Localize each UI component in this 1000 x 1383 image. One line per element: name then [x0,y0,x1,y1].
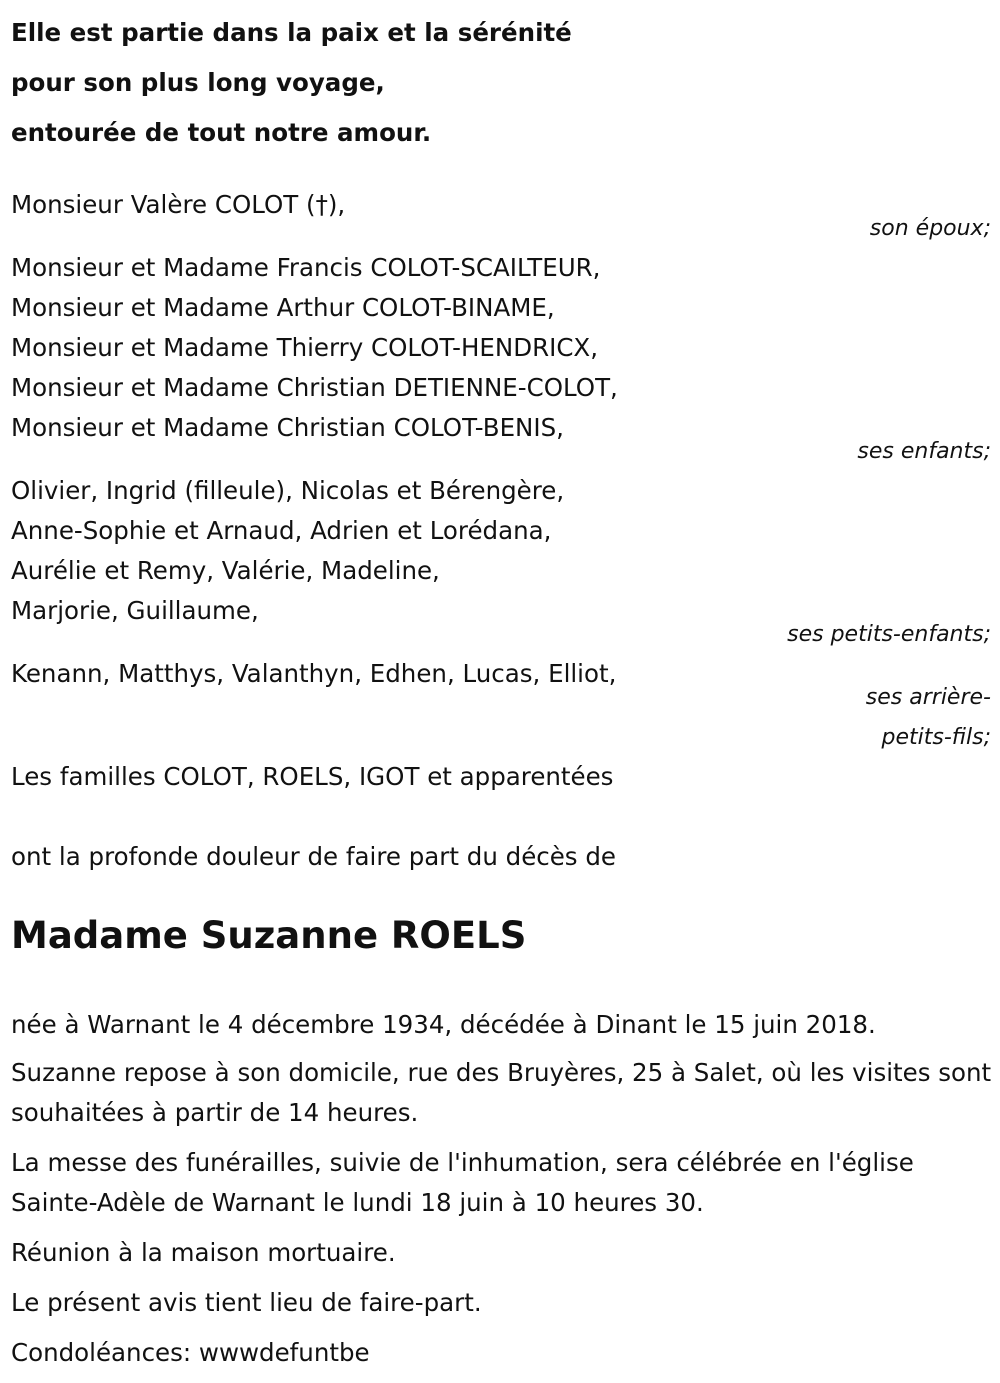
notice-statement: Le présent avis tient lieu de faire-part. [11,1288,482,1317]
child-name: Monsieur et Madame Arthur COLOT-BINAME, [11,293,555,322]
families-line: Les familles COLOT, ROELS, IGOT et apparentées [11,762,614,791]
reception-details: Réunion à la maison mortuaire. [11,1238,396,1267]
epitaph-line: pour son plus long voyage, [11,68,385,97]
great-grandchild-names: Kenann, Matthys, Valanthyn, Edhen, Lucas, Elliot, [11,659,617,688]
grandchild-names: Anne-Sophie et Arnaud, Adrien et Lorédana, [11,516,552,545]
child-name: Monsieur et Madame Christian DETIENNE-COLOT, [11,373,618,402]
great-grandchildren-role: petits-fils; [881,725,991,750]
grandchild-names: Olivier, Ingrid (filleule), Nicolas et Bérengère, [11,476,565,505]
deceased-name: Madame Suzanne ROELS [11,914,527,957]
spouse-role: son époux; [869,216,991,241]
grandchildren-role: ses petits-enfants; [787,622,991,647]
birth-death-details: née à Warnant le 4 décembre 1934, décédée à Dinant le 15 juin 2018. [11,1010,876,1039]
condolences-line: Condoléances: wwwdefuntbe [11,1338,370,1367]
visitation-details: Suzanne repose à son domicile, rue des Bruyères, 25 à Salet, où les visites sont souhaitées à partir de 14 heures. [11,1058,992,1127]
funeral-details: La messe des funérailles, suivie de l'inhumation, sera célébrée en l'église Sainte-Adèle de Warnant le lundi 18 juin à 10 heures 30. [11,1148,914,1217]
grandchild-names: Aurélie et Remy, Valérie, Madeline, [11,556,440,585]
children-role: ses enfants; [857,439,991,464]
epitaph-line: Elle est partie dans la paix et la sérénité [11,18,572,47]
epitaph-line: entourée de tout notre amour. [11,118,432,147]
child-name: Monsieur et Madame Christian COLOT-BENIS, [11,413,564,442]
grandchild-names: Marjorie, Guillaume, [11,596,259,625]
child-name: Monsieur et Madame Thierry COLOT-HENDRICX, [11,333,599,362]
great-grandchildren-role: ses arrière- [865,685,991,710]
announcement-line: ont la profonde douleur de faire part du décès de [11,842,616,871]
spouse-name: Monsieur Valère COLOT (†), [11,190,346,219]
child-name: Monsieur et Madame Francis COLOT-SCAILTEUR, [11,253,601,282]
epitaph [11,8,572,158]
